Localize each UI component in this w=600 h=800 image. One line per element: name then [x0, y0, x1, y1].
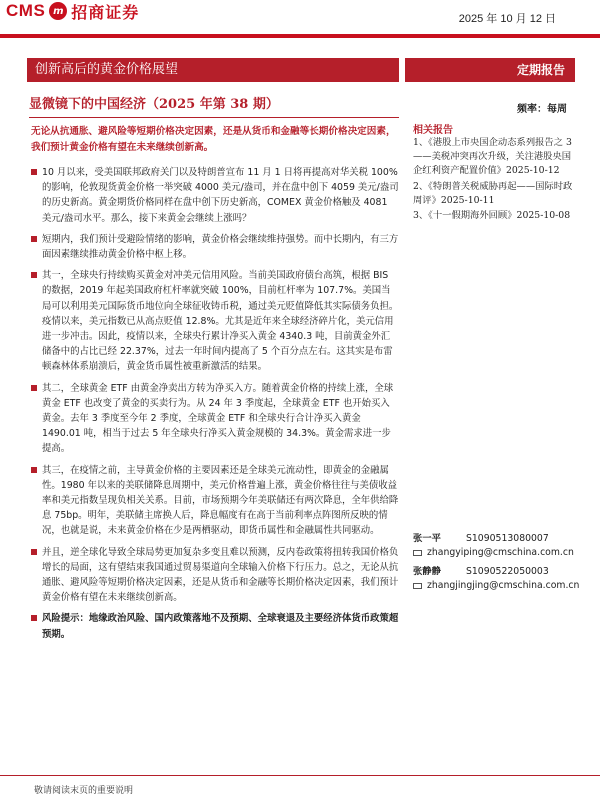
company-logo	[6, 0, 139, 22]
analyst-block	[413, 530, 583, 558]
analyst-email[interactable]: zhangjingjing@cmschina.com.cn	[427, 580, 580, 591]
body-paragraph: 并且，逆全球化导致全球局势更加复杂多变且难以预测，反内卷政策将扭转我国价格负增长的局面，这有望结束我国通过贸易渠道向全球输入价格下行压力。总之，无论从抗通胀、避风险等短期价格决定因素，还是从货币和金融等长期价格决定因素，我们预计黄金价格有望在未来继续创新高。	[31, 545, 399, 606]
analyst-block	[413, 563, 583, 591]
analyst-cert: S1090522050003	[465, 566, 549, 577]
body-paragraph: 短期内，我们预计受避险情绪的影响，黄金价格会继续维持强势。而中长期内，有三方面因素继续推动黄金价格中枢上移。	[31, 232, 399, 262]
title-underline	[29, 117, 399, 118]
footer-note: 敬请阅读末页的重要说明	[34, 786, 134, 796]
related-report-item[interactable]: 3、《十一假期海外回顾》2025-10-08	[413, 210, 571, 222]
related-report-item[interactable]: 1、《港股上市央国企动态系列报告之 3——美税冲突再次升级，关注港股央国企红利资产配置价值》2025-10-12	[413, 137, 572, 177]
page-title: 显微镜下的中国经济（2025 年第 38 期）	[29, 97, 279, 112]
header-divider	[0, 34, 600, 38]
logo-mark-icon: m	[49, 2, 67, 20]
analyst-name: 张静静	[413, 566, 441, 577]
body-paragraph: 10 月以来，受美国联邦政府关门以及特朗普宣布 11 月 1 日将再提高对华关税 100%的影响，伦敦现货黄金价格一举突破 4000 美元/盎司，并在盘中创下 4059 美元/盎司的历史新高。黄金期货价格同样在盘中创下历史新高，COMEX 黄金价格触及 4081 美元/盎司水平。那么，接下来黄金会继续上涨吗？	[31, 165, 399, 226]
summary-text: 无论从抗通胀、避风险等短期价格决定因素，还是从货币和金融等长期价格决定因素，我们预计黄金价格有望在未来继续创新高。	[31, 126, 396, 153]
risk-warning: 风险提示：地缘政治风险、国内政策落地不及预期、全球衰退及主要经济体货币政策超预期。	[31, 611, 399, 641]
frequency-label: 频率：每周	[517, 104, 567, 115]
body-bullets	[31, 165, 399, 648]
logo-text-cn: 招商证券	[71, 2, 140, 22]
report-date: 2025 年 10 月 12 日	[458, 13, 556, 25]
email-icon	[413, 550, 422, 556]
related-reports-list	[413, 136, 580, 224]
report-series-title: 创新高后的黄金价格展望	[27, 58, 399, 82]
body-paragraph: 其一，全球央行持续购买黄金对冲美元信用风险。当前美国政府债台高筑，根据 BIS 的数据，2019 年起美国政府杠杆率就突破 100%，目前杠杆率为 107.7%。美国当局可以利用美元国际货币地位向全球征收铸币税，通过美元贬值降低其实际债务负担。疫情以来，美元指数已从高点贬值 12.8%。尤其是近年来全球经济碎片化，美元信用进一步冲击。因此，疫情以来，全球央行累计净买入黄金 4340.3 吨，目前黄金外汇储备中的占比已经 22.37%，过去一年时间内提高了 5 个百分点左右。这其实是布雷顿森林体系崩溃后，黄金货币属性被重新激活的结果。	[31, 268, 399, 374]
report-type-label: 定期报告	[405, 58, 575, 82]
analyst-cert: S1090513080007	[465, 533, 549, 544]
analyst-name: 张一平	[413, 533, 441, 544]
related-report-item[interactable]: 2、《特朗普关税威胁再起——国际时政周评》2025-10-11	[413, 180, 573, 206]
footer-divider	[0, 775, 600, 776]
analyst-email[interactable]: zhangyiping@cmschina.com.cn	[427, 547, 574, 558]
logo-text-en: CMS	[6, 1, 46, 20]
related-reports-title: 相关报告	[413, 125, 453, 136]
body-paragraph: 其二，全球黄金 ETF 由黄金净卖出方转为净买入方。随着黄金价格的持续上涨，全球黄金 ETF 也改变了黄金的买卖行为。从 24 年 3 季度起，全球黄金 ETF 也开始买入黄金。去年 3 季度至今年 2 季度，全球黄金 ETF 和全球央行合计净买入黄金 1490.01 吨，相当于过去 5 年全球央行净买入黄金规模的 34.3%。黄金需求进一步提高。	[31, 381, 399, 457]
body-paragraph: 其三，在疫情之前，主导黄金价格的主要因素还是全球美元流动性，即黄金的金融属性。1980 年以来的美联储降息周期中，美元价格普遍上涨，黄金价格往往与美债收益率和美元指数呈现负相关关系。目前，市场预期今年美联储还有两次降息，全年供给降息 75bp。明年，美联储主席换人后，降息幅度有在高于当前利率点阵图所反映的情况，也就是说，未来黄金价格在少是两栖驱动，即货币属性和金融属性共同驱动。	[31, 463, 399, 539]
email-icon	[413, 583, 422, 589]
